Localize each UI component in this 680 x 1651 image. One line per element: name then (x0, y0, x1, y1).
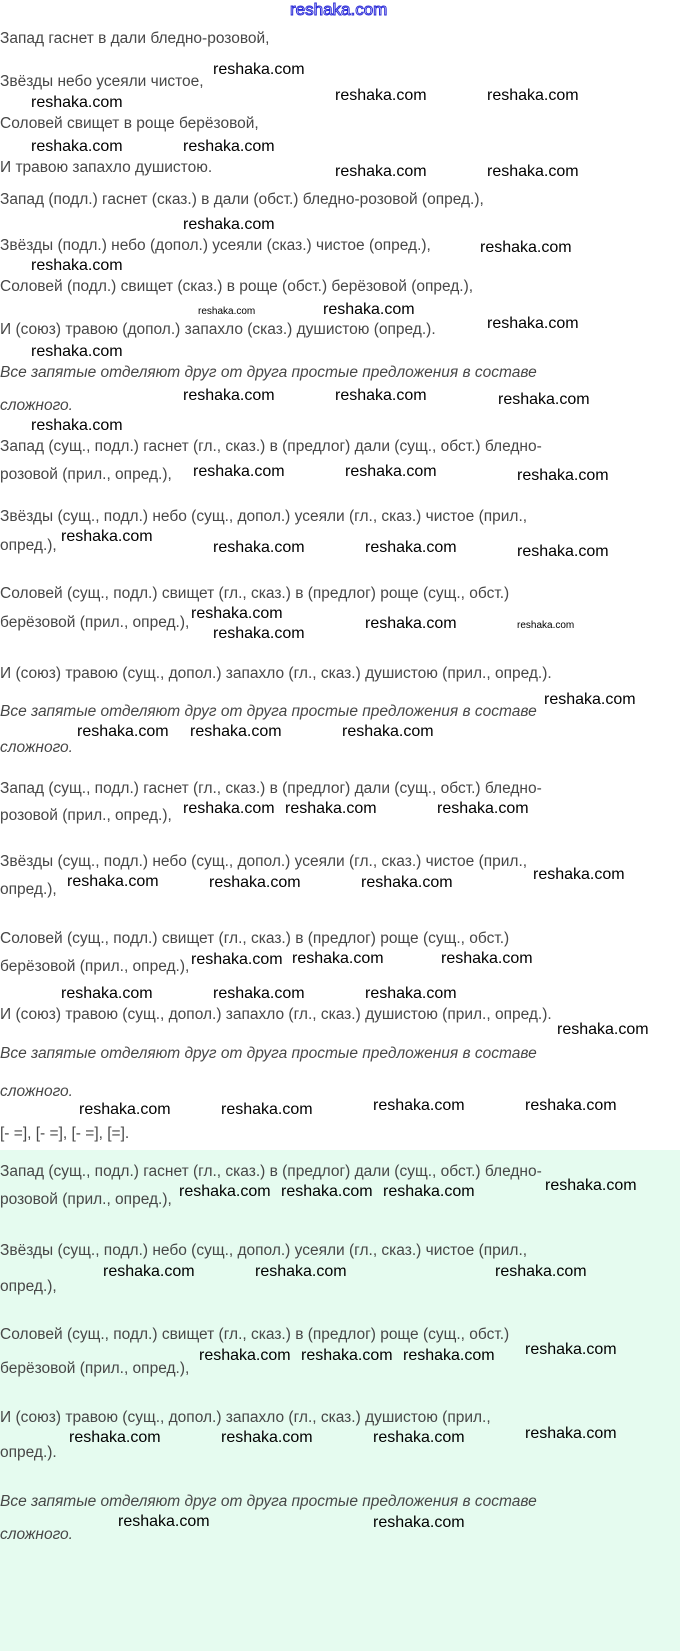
watermark: reshaka.com (335, 87, 427, 104)
text-line: [- =], [- =], [- =], [=]. (0, 1125, 130, 1142)
watermark: reshaka.com (281, 1183, 373, 1200)
text-line: берёзовой (прил., опред.), (0, 1360, 190, 1377)
watermark: reshaka.com (183, 800, 275, 817)
watermark: reshaka.com (31, 257, 123, 274)
watermark: reshaka.com (103, 1263, 195, 1280)
watermark: reshaka.com (544, 691, 636, 708)
text-line: Запад (подл.) гаснет (сказ.) в дали (обст.) бледно-розовой (опред.), (0, 191, 484, 208)
watermark: reshaka.com (403, 1347, 495, 1364)
watermark: reshaka.com (191, 951, 283, 968)
watermark: reshaka.com (342, 723, 434, 740)
text-line: опред.). (0, 1444, 57, 1461)
explanation-line: сложного. (0, 739, 73, 756)
text-line: опред.), (0, 537, 57, 554)
watermark: reshaka.com (213, 985, 305, 1002)
text-line: берёзовой (прил., опред.), (0, 614, 190, 631)
watermark: reshaka.com (190, 723, 282, 740)
watermark: reshaka.com (255, 1263, 347, 1280)
watermark: reshaka.com (292, 950, 384, 967)
watermark: reshaka.com (213, 61, 305, 78)
watermark: reshaka.com (487, 87, 579, 104)
watermark: reshaka.com (525, 1097, 617, 1114)
watermark: reshaka.com (480, 239, 572, 256)
explanation-line: сложного. (0, 1526, 73, 1543)
watermark: reshaka.com (345, 463, 437, 480)
text-line: И травою запахло душистою. (0, 159, 213, 176)
text-line: берёзовой (прил., опред.), (0, 958, 190, 975)
watermark: reshaka.com (373, 1429, 465, 1446)
watermark: reshaka.com (31, 417, 123, 434)
text-line: Соловей (сущ., подл.) свищет (гл., сказ.) в (предлог) роще (сущ., обст.) (0, 1326, 510, 1343)
text-line: Соловей (сущ., подл.) свищет (гл., сказ.) в (предлог) роще (сущ., обст.) (0, 930, 510, 947)
explanation-line: Все запятые отделяют друг от друга простые предложения в составе (0, 1493, 537, 1510)
text-line: И (союз) травою (сущ., допол.) запахло (гл., сказ.) душистою (прил., опред.). (0, 665, 552, 682)
watermark: reshaka.com (545, 1177, 637, 1194)
watermark: reshaka.com (183, 387, 275, 404)
watermark: reshaka.com (487, 315, 579, 332)
watermark: reshaka.com (31, 138, 123, 155)
watermark: reshaka.com (221, 1429, 313, 1446)
watermark: reshaka.com (213, 625, 305, 642)
watermark: reshaka.com (221, 1101, 313, 1118)
watermark: reshaka.com (193, 463, 285, 480)
watermark: reshaka.com (383, 1183, 475, 1200)
text-line: Запад (сущ., подл.) гаснет (гл., сказ.) в (предлог) дали (сущ., обст.) бледно- (0, 1163, 542, 1180)
watermark: reshaka.com (77, 723, 169, 740)
watermark: reshaka.com (373, 1097, 465, 1114)
text-line: И (союз) травою (сущ., допол.) запахло (гл., сказ.) душистою (прил., опред.). (0, 1006, 552, 1023)
text-line: розовой (прил., опред.), (0, 807, 172, 824)
text-line: И (союз) травою (сущ., допол.) запахло (гл., сказ.) душистою (прил., (0, 1409, 491, 1426)
watermark: reshaka.com (79, 1101, 171, 1118)
watermark: reshaka.com (441, 950, 533, 967)
watermark: reshaka.com (335, 387, 427, 404)
watermark: reshaka.com (301, 1347, 393, 1364)
watermark: reshaka.com (31, 343, 123, 360)
explanation-line: Все запятые отделяют друг от друга простые предложения в составе (0, 364, 537, 381)
watermark: reshaka.com (365, 615, 457, 632)
watermark: reshaka.com (361, 874, 453, 891)
watermark: reshaka.com (179, 1183, 271, 1200)
text-line: Звёзды небо усеяли чистое, (0, 73, 204, 90)
text-line: Запад (сущ., подл.) гаснет (гл., сказ.) в (предлог) дали (сущ., обст.) бледно- (0, 438, 542, 455)
text-line: Соловей свищет в роще берёзовой, (0, 115, 259, 132)
explanation-line: сложного. (0, 397, 73, 414)
text-line: розовой (прил., опред.), (0, 466, 172, 483)
watermark: reshaka.com (191, 605, 283, 622)
watermark: reshaka.com (199, 1347, 291, 1364)
watermark: reshaka.com (365, 539, 457, 556)
text-line: Звёзды (сущ., подл.) небо (сущ., допол.) усеяли (гл., сказ.) чистое (прил., (0, 1242, 528, 1259)
watermark: reshaka.com (323, 301, 415, 318)
watermark: reshaka.com (67, 873, 159, 890)
text-line: Звёзды (подл.) небо (допол.) усеяли (сказ.) чистое (опред.), (0, 237, 431, 254)
explanation-line: Все запятые отделяют друг от друга простые предложения в составе (0, 1045, 537, 1062)
answer-highlight-block (0, 1150, 680, 1651)
explanation-line: сложного. (0, 1083, 73, 1100)
text-line: Звёзды (сущ., подл.) небо (сущ., допол.) усеяли (гл., сказ.) чистое (прил., (0, 853, 528, 870)
watermark: reshaka.com (69, 1429, 161, 1446)
watermark: reshaka.com (498, 391, 590, 408)
watermark: reshaka.com (61, 528, 153, 545)
watermark: reshaka.com (525, 1425, 617, 1442)
text-line: И (союз) травою (допол.) запахло (сказ.) душистою (опред.). (0, 321, 436, 338)
watermark: reshaka.com (183, 138, 275, 155)
text-line: розовой (прил., опред.), (0, 1191, 172, 1208)
watermark: reshaka.com (198, 306, 256, 317)
watermark: reshaka.com (335, 163, 427, 180)
watermark: reshaka.com (437, 800, 529, 817)
text-line: Звёзды (сущ., подл.) небо (сущ., допол.) усеяли (гл., сказ.) чистое (прил., (0, 508, 528, 525)
watermark: reshaka.com (31, 94, 123, 111)
text-line: Запад гаснет в дали бледно-розовой, (0, 30, 270, 47)
watermark: reshaka.com (183, 216, 275, 233)
watermark: reshaka.com (495, 1263, 587, 1280)
watermark: reshaka.com (557, 1021, 649, 1038)
watermark: reshaka.com (533, 866, 625, 883)
text-line: Запад (сущ., подл.) гаснет (гл., сказ.) в (предлог) дали (сущ., обст.) бледно- (0, 780, 542, 797)
watermark: reshaka.com (213, 539, 305, 556)
watermark: reshaka.com (487, 163, 579, 180)
explanation-line: Все запятые отделяют друг от друга простые предложения в составе (0, 703, 537, 720)
watermark: reshaka.com (118, 1513, 210, 1530)
text-line: опред.), (0, 881, 57, 898)
watermark: reshaka.com (517, 620, 575, 631)
watermark: reshaka.com (373, 1514, 465, 1531)
watermark: reshaka.com (525, 1341, 617, 1358)
watermark: reshaka.com (365, 985, 457, 1002)
text-line: Соловей (подл.) свищет (сказ.) в роще (обст.) берёзовой (опред.), (0, 278, 474, 295)
text-line: опред.), (0, 1278, 57, 1295)
watermark: reshaka.com (517, 543, 609, 560)
watermark: reshaka.com (61, 985, 153, 1002)
watermark: reshaka.com (209, 874, 301, 891)
watermark: reshaka.com (285, 800, 377, 817)
text-line: Соловей (сущ., подл.) свищет (гл., сказ.) в (предлог) роще (сущ., обст.) (0, 585, 510, 602)
site-watermark-top: reshaka.com (290, 0, 388, 19)
watermark: reshaka.com (517, 467, 609, 484)
